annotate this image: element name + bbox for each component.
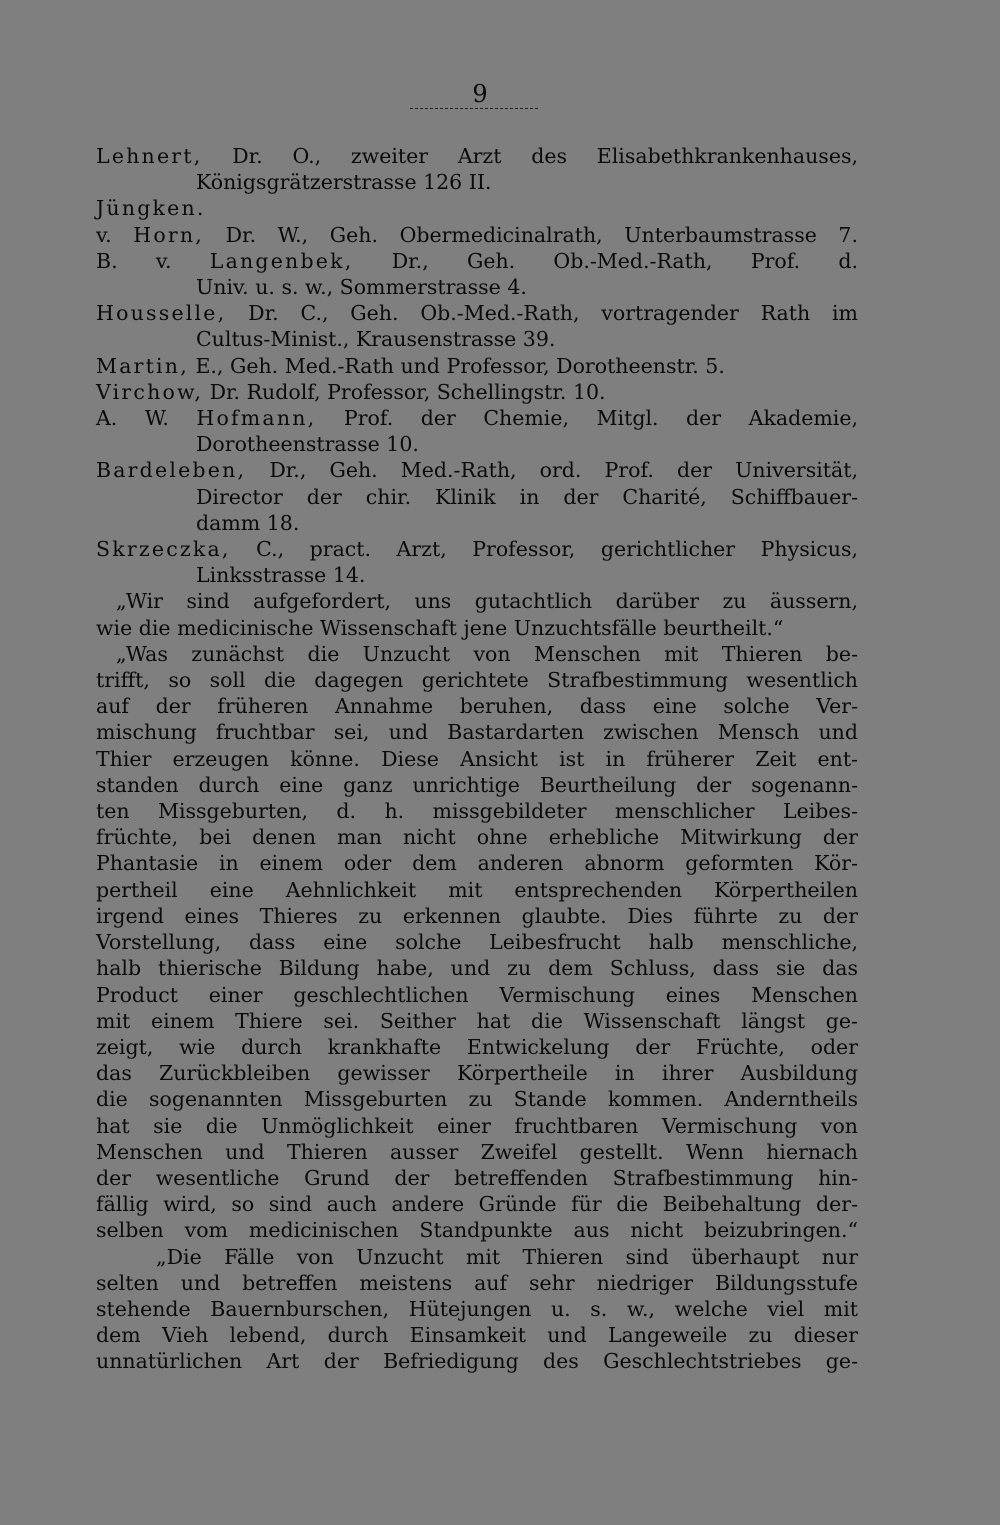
- paragraph-line: das Zurückbleiben gewisser Körpertheile in ihrer Ausbildung: [96, 1061, 858, 1086]
- entry-text: Prof. der Chemie, Mitgl. der Akademie,: [316, 406, 858, 431]
- page-number-rule: [410, 108, 538, 109]
- entry-continuation: Director der chir. Klinik in der Charité, Schiffbauer-: [196, 484, 858, 509]
- paragraph-line: Menschen und Thieren ausser Zweifel gestellt. Wenn hiernach: [96, 1139, 858, 1164]
- paragraph-line: „Wir sind aufgefordert, uns gutachtlich darüber zu äussern,: [116, 589, 858, 614]
- entry-name: Skrzeczka,: [96, 537, 231, 562]
- paragraph-line: mit einem Thiere sei. Seither hat die Wissenschaft längst ge-: [96, 1008, 858, 1033]
- entry-name: Housselle,: [96, 301, 227, 326]
- paragraph-line: Phantasie in einem oder dem anderen abnorm geformten Kör-: [96, 851, 858, 876]
- paragraph-line: der wesentliche Grund der betreffenden Strafbestimmung hin-: [96, 1165, 858, 1190]
- entry-text: E., Geh. Med.-Rath und Professor, Dorotheenstr. 5.: [188, 353, 725, 378]
- paragraph-line: früchte, bei denen man nicht ohne erhebliche Mitwirkung der: [96, 825, 858, 850]
- entry-line: [96, 222, 858, 248]
- entry-line: [96, 300, 858, 326]
- page-content: [96, 143, 858, 1375]
- entry-line: [96, 379, 858, 405]
- paragraph-line: irgend eines Thieres zu erkennen glaubte. Dies führte zu der: [96, 903, 858, 928]
- paragraph-line: ten Missgeburten, d. h. missgebildeter menschlicher Leibes-: [96, 799, 858, 824]
- entry-name: Virchow,: [96, 379, 204, 404]
- paragraph-line: „Die Fälle von Unzucht mit Thieren sind überhaupt nur: [156, 1244, 858, 1269]
- paragraph-line: standen durch eine ganz unrichtige Beurtheilung der sogenann-: [96, 772, 858, 797]
- entry-continuation: Cultus-Minist., Krausenstrasse 39.: [196, 327, 556, 352]
- entry-name: Jüngken.: [96, 196, 206, 221]
- entry-name: Horn,: [133, 222, 204, 247]
- entry-line: [96, 405, 858, 431]
- entry-continuation: Dorotheenstrasse 10.: [196, 432, 419, 457]
- entry-text: Dr. Rudolf, Professor, Schellingstr. 10.: [203, 379, 606, 404]
- paragraph-line: Thier erzeugen könne. Diese Ansicht ist in früherer Zeit ent-: [96, 746, 858, 771]
- paragraph-line: trifft, so soll die dagegen gerichtete Strafbestimmung wesentlich: [96, 668, 858, 693]
- paragraph-line: auf der früheren Annahme beruhen, dass eine solche Ver-: [96, 694, 858, 719]
- page-number: 9: [472, 80, 488, 108]
- entry-name: Bardeleben,: [96, 458, 247, 483]
- paragraph-line: wie die medicinische Wissenschaft jene Unzuchtsfälle beurtheilt.“: [96, 615, 784, 640]
- entry-text: Dr., Geh. Ob.-Med.-Rath, Prof. d.: [353, 248, 859, 273]
- entry-prefix: v.: [96, 222, 134, 247]
- entry-prefix: B. v.: [96, 248, 210, 273]
- entry-continuation: Königsgrätzerstrasse 126 II.: [196, 170, 492, 195]
- entry-name: Martin,: [96, 353, 189, 378]
- entry-line: [96, 353, 858, 379]
- paragraph-line: pertheil eine Aehnlichkeit mit entsprechenden Körpertheilen: [96, 877, 858, 902]
- paragraph-line: Vorstellung, dass eine solche Leibesfrucht halb menschliche,: [96, 930, 858, 955]
- entry-text: Dr., Geh. Med.-Rath, ord. Prof. der Universität,: [246, 458, 858, 483]
- entry-text: Dr. C., Geh. Ob.-Med.-Rath, vortragender Rath im: [226, 301, 858, 326]
- entry-name: Langenbek,: [209, 248, 354, 273]
- entry-line: [96, 143, 858, 169]
- paragraph-line: fällig wird, so sind auch andere Gründe für die Beibehaltung der-: [96, 1192, 858, 1217]
- paragraph-line: dem Vieh lebend, durch Einsamkeit und Langeweile zu dieser: [96, 1323, 858, 1348]
- entry-continuation: Linksstrasse 14.: [196, 563, 366, 588]
- paragraph-line: selben vom medicinischen Standpunkte aus nicht beizubringen.“: [96, 1218, 858, 1243]
- paragraph-line: Product einer geschlechtlichen Vermischung eines Menschen: [96, 982, 858, 1007]
- entry-name: Hofmann,: [196, 406, 317, 431]
- entry-prefix: A. W.: [96, 406, 197, 431]
- entry-text: C., pract. Arzt, Professor, gerichtlicher Physicus,: [230, 537, 858, 562]
- paragraph-line: selten und betreffen meistens auf sehr niedriger Bildungsstufe: [96, 1270, 858, 1295]
- entry-line: [96, 536, 858, 562]
- paragraph-line: unnatürlichen Art der Befriedigung des Geschlechtstriebes ge-: [96, 1349, 858, 1374]
- entry-text: Dr. O., zweiter Arzt des Elisabethkrankenhauses,: [202, 144, 858, 168]
- paragraph-line: halb thierische Bildung habe, und zu dem Schluss, dass sie das: [96, 956, 858, 981]
- entry-name: Lehnert,: [96, 144, 203, 168]
- entry-text: Dr. W., Geh. Obermedicinalrath, Unterbaumstrasse 7.: [204, 222, 858, 247]
- entry-line: [96, 457, 858, 483]
- entry-continuation: damm 18.: [196, 510, 300, 535]
- entry-continuation: Univ. u. s. w., Sommerstrasse 4.: [196, 275, 527, 300]
- paragraph-line: „Was zunächst die Unzucht von Menschen mit Thieren be-: [116, 641, 858, 666]
- paragraph-line: stehende Bauernburschen, Hütejungen u. s. w., welche viel mit: [96, 1296, 858, 1321]
- paragraph-line: zeigt, wie durch krankhafte Entwickelung der Früchte, oder: [96, 1034, 858, 1059]
- paragraph-line: die sogenannten Missgeburten zu Stande kommen. Anderntheils: [96, 1087, 858, 1112]
- paragraph-line: mischung fruchtbar sei, und Bastardarten zwischen Mensch und: [96, 720, 858, 745]
- entry-line: [96, 195, 858, 221]
- paragraph-line: hat sie die Unmöglichkeit einer fruchtbaren Vermischung von: [96, 1113, 858, 1138]
- entry-line: [96, 248, 858, 274]
